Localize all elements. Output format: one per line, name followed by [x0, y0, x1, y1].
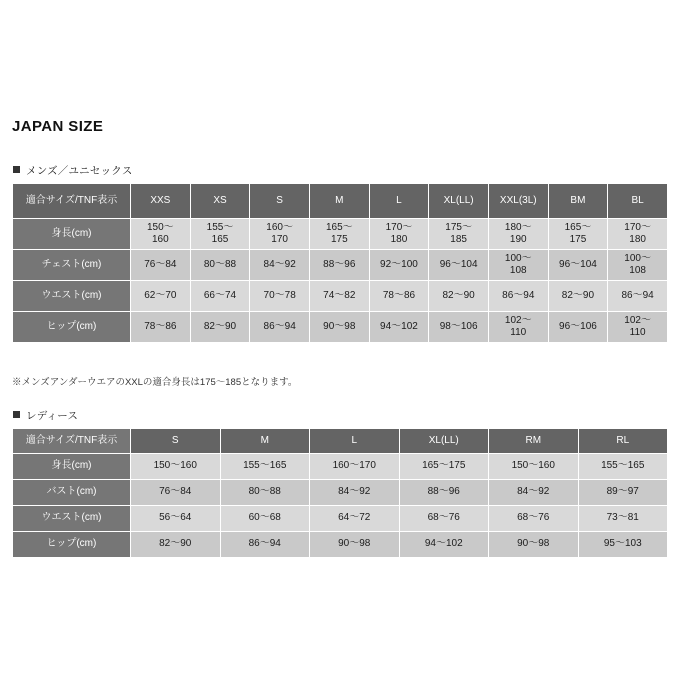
ladies-cell: 88〜96: [399, 480, 489, 506]
mens-row-label: ヒップ(cm): [13, 312, 131, 343]
mens-table-head: [13, 184, 668, 219]
mens-cell: 84〜92: [250, 250, 310, 281]
table-row: [13, 480, 668, 506]
mens-cell: 80〜88: [190, 250, 250, 281]
mens-cell: 90〜98: [309, 312, 369, 343]
ladies-header-cell: XL(LL): [399, 429, 489, 454]
ladies-section-label: [13, 408, 668, 423]
ladies-cell: 64〜72: [310, 506, 400, 532]
page-title: JAPAN SIZE: [12, 118, 104, 135]
mens-cell: 102〜 110: [488, 312, 548, 343]
mens-cell: 94〜102: [369, 312, 429, 343]
mens-header-cell: XS: [190, 184, 250, 219]
mens-size-section: [12, 163, 668, 343]
ladies-cell: 80〜88: [220, 480, 310, 506]
mens-header-cell: S: [250, 184, 310, 219]
mens-cell: 82〜90: [190, 312, 250, 343]
ladies-cell: 56〜64: [131, 506, 221, 532]
mens-section-label-text: メンズ／ユニセックス: [26, 165, 133, 177]
ladies-cell: 60〜68: [220, 506, 310, 532]
ladies-row-label: ウエスト(cm): [13, 506, 131, 532]
mens-cell: 170〜 180: [608, 219, 668, 250]
mens-cell: 96〜106: [548, 312, 608, 343]
ladies-size-section: [12, 408, 668, 558]
ladies-cell: 95〜103: [578, 532, 668, 558]
mens-cell: 76〜84: [131, 250, 191, 281]
ladies-table-body: [13, 454, 668, 558]
mens-cell: 82〜90: [429, 281, 489, 312]
mens-header-cell: XXS: [131, 184, 191, 219]
mens-header-cell: BL: [608, 184, 668, 219]
ladies-cell: 89〜97: [578, 480, 668, 506]
mens-cell: 170〜 180: [369, 219, 429, 250]
table-row: [13, 312, 668, 343]
mens-cell: 160〜 170: [250, 219, 310, 250]
mens-size-table: [12, 183, 668, 343]
ladies-cell: 155〜165: [220, 454, 310, 480]
mens-header-row: [13, 184, 668, 219]
mens-row-label: チェスト(cm): [13, 250, 131, 281]
ladies-row-label: ヒップ(cm): [13, 532, 131, 558]
ladies-header-cell: RL: [578, 429, 668, 454]
ladies-cell: 68〜76: [489, 506, 579, 532]
table-row: [13, 281, 668, 312]
mens-header-cell: M: [309, 184, 369, 219]
mens-cell: 88〜96: [309, 250, 369, 281]
mens-cell: 78〜86: [131, 312, 191, 343]
ladies-cell: 165〜175: [399, 454, 489, 480]
ladies-section-label-text: レディース: [26, 410, 79, 422]
ladies-cell: 150〜160: [131, 454, 221, 480]
mens-table-body: [13, 219, 668, 343]
ladies-header-cell: S: [131, 429, 221, 454]
ladies-cell: 160〜170: [310, 454, 400, 480]
mens-header-cell: XXL(3L): [488, 184, 548, 219]
ladies-cell: 86〜94: [220, 532, 310, 558]
ladies-header-cell: L: [310, 429, 400, 454]
table-row: [13, 250, 668, 281]
mens-header-cell: L: [369, 184, 429, 219]
mens-cell: 66〜74: [190, 281, 250, 312]
ladies-header-cell: M: [220, 429, 310, 454]
ladies-cell: 68〜76: [399, 506, 489, 532]
mens-cell: 100〜 108: [608, 250, 668, 281]
mens-cell: 175〜 185: [429, 219, 489, 250]
ladies-cell: 84〜92: [489, 480, 579, 506]
mens-cell: 86〜94: [250, 312, 310, 343]
ladies-cell: 90〜98: [310, 532, 400, 558]
mens-cell: 92〜100: [369, 250, 429, 281]
mens-row-label: ウエスト(cm): [13, 281, 131, 312]
mens-cell: 62〜70: [131, 281, 191, 312]
mens-cell: 100〜 108: [488, 250, 548, 281]
mens-cell: 155〜 165: [190, 219, 250, 250]
ladies-header-row: [13, 429, 668, 454]
mens-cell: 180〜 190: [488, 219, 548, 250]
mens-cell: 165〜 175: [309, 219, 369, 250]
ladies-cell: 82〜90: [131, 532, 221, 558]
mens-cell: 102〜 110: [608, 312, 668, 343]
mens-cell: 78〜86: [369, 281, 429, 312]
mens-cell: 150〜 160: [131, 219, 191, 250]
mens-cell: 98〜106: [429, 312, 489, 343]
table-row: [13, 219, 668, 250]
mens-cell: 86〜94: [488, 281, 548, 312]
ladies-table-head: [13, 429, 668, 454]
ladies-row-label: 身長(cm): [13, 454, 131, 480]
mens-header-cell: XL(LL): [429, 184, 489, 219]
ladies-cell: 90〜98: [489, 532, 579, 558]
ladies-cell: 155〜165: [578, 454, 668, 480]
mens-cell: 165〜 175: [548, 219, 608, 250]
mens-cell: 70〜78: [250, 281, 310, 312]
table-row: [13, 454, 668, 480]
ladies-header-cell: RM: [489, 429, 579, 454]
ladies-cell: 73〜81: [578, 506, 668, 532]
mens-section-label: [13, 163, 668, 178]
mens-cell: 86〜94: [608, 281, 668, 312]
ladies-size-table: [12, 428, 668, 558]
ladies-cell: 84〜92: [310, 480, 400, 506]
mens-cell: 82〜90: [548, 281, 608, 312]
ladies-cell: 94〜102: [399, 532, 489, 558]
mens-row-label: 身長(cm): [13, 219, 131, 250]
mens-header-cell: BM: [548, 184, 608, 219]
ladies-cell: 76〜84: [131, 480, 221, 506]
mens-cell: 74〜82: [309, 281, 369, 312]
ladies-cell: 150〜160: [489, 454, 579, 480]
ladies-header-cell: 適合サイズ/TNF表示: [13, 429, 131, 454]
mens-header-cell: 適合サイズ/TNF表示: [13, 184, 131, 219]
square-bullet-icon: [13, 411, 20, 418]
mens-cell: 96〜104: [429, 250, 489, 281]
mens-note: ※メンズアンダーウエアのXXLの適合身長は175〜185となります。: [12, 377, 298, 388]
ladies-row-label: バスト(cm): [13, 480, 131, 506]
table-row: [13, 506, 668, 532]
mens-cell: 96〜104: [548, 250, 608, 281]
square-bullet-icon: [13, 166, 20, 173]
table-row: [13, 532, 668, 558]
